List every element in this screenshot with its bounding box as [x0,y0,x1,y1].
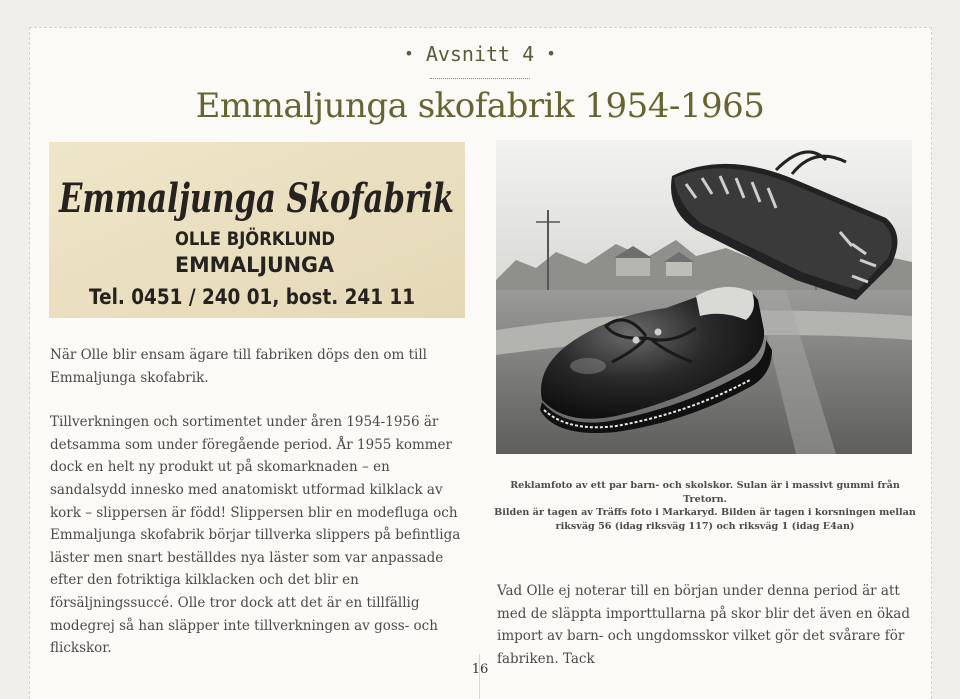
bullet-icon: • [404,44,414,63]
photo-caption [490,479,920,533]
company-letterhead-image [49,142,465,318]
logo-script-name: Emmaljunga Skofabrik [58,175,455,222]
section-divider [430,78,530,79]
caption-line-2: Bilden är tagen av Träffs foto i Markaryd. Bilden är tagen i korsningen mellan riksväg 56 (idag riksväg 117) och riksväg 1 (idag E4an) [494,507,916,532]
shoe-advertisement-photo [496,140,912,454]
right-body-text: Vad Olle ej noterar till en början under denna period är att med de släppta importtullarna på skor blir det även en ökad import av barn- och ungdomsskor vilket gör det svårare för fabriken. Tack [497,583,911,667]
page-number: 16 [471,662,489,677]
page-title: Emmaljunga skofabrik 1954-1965 [195,86,765,126]
paragraph-intro: När Olle blir ensam ägare till fabriken döps den om till Emmaljunga skofabrik. [50,347,427,386]
left-body-text [50,344,470,660]
section-label-text: Avsnitt 4 [425,42,535,66]
section-label [0,42,960,66]
paragraph-production: Tillverkningen och sortimentet under åren 1954-1956 är detsamma som under föregående period. År 1955 kommer dock en helt ny produkt ut på skomarknaden – en sandalsydd innesko med anatomiskt utformad kilklack av kork – slippersen är född! Slippersen blir en modefluga och Emmaljunga skofabrik börjar tillverka slippers på befintliga läster men snart beställdes nya läster som var anpassade efter den fotriktiga kilklacken och det blir en försäljningssuccé. Olle tror dock att det är en tillfällig modegrej så han släpper inte tillverkningen av goss- och flickskor. [50,414,461,657]
logo-town: EMMALJUNGA [175,253,335,277]
logo-owner-name: OLLE BJÖRKLUND [175,228,361,250]
logo-phone: Tel. 0451 / 240 01, bost. 241 11 [89,285,415,309]
bullet-icon: • [546,44,556,63]
caption-line-1: Reklamfoto av ett par barn- och skolskor. Sulan är i massivt gummi från Tretorn. [510,480,900,505]
